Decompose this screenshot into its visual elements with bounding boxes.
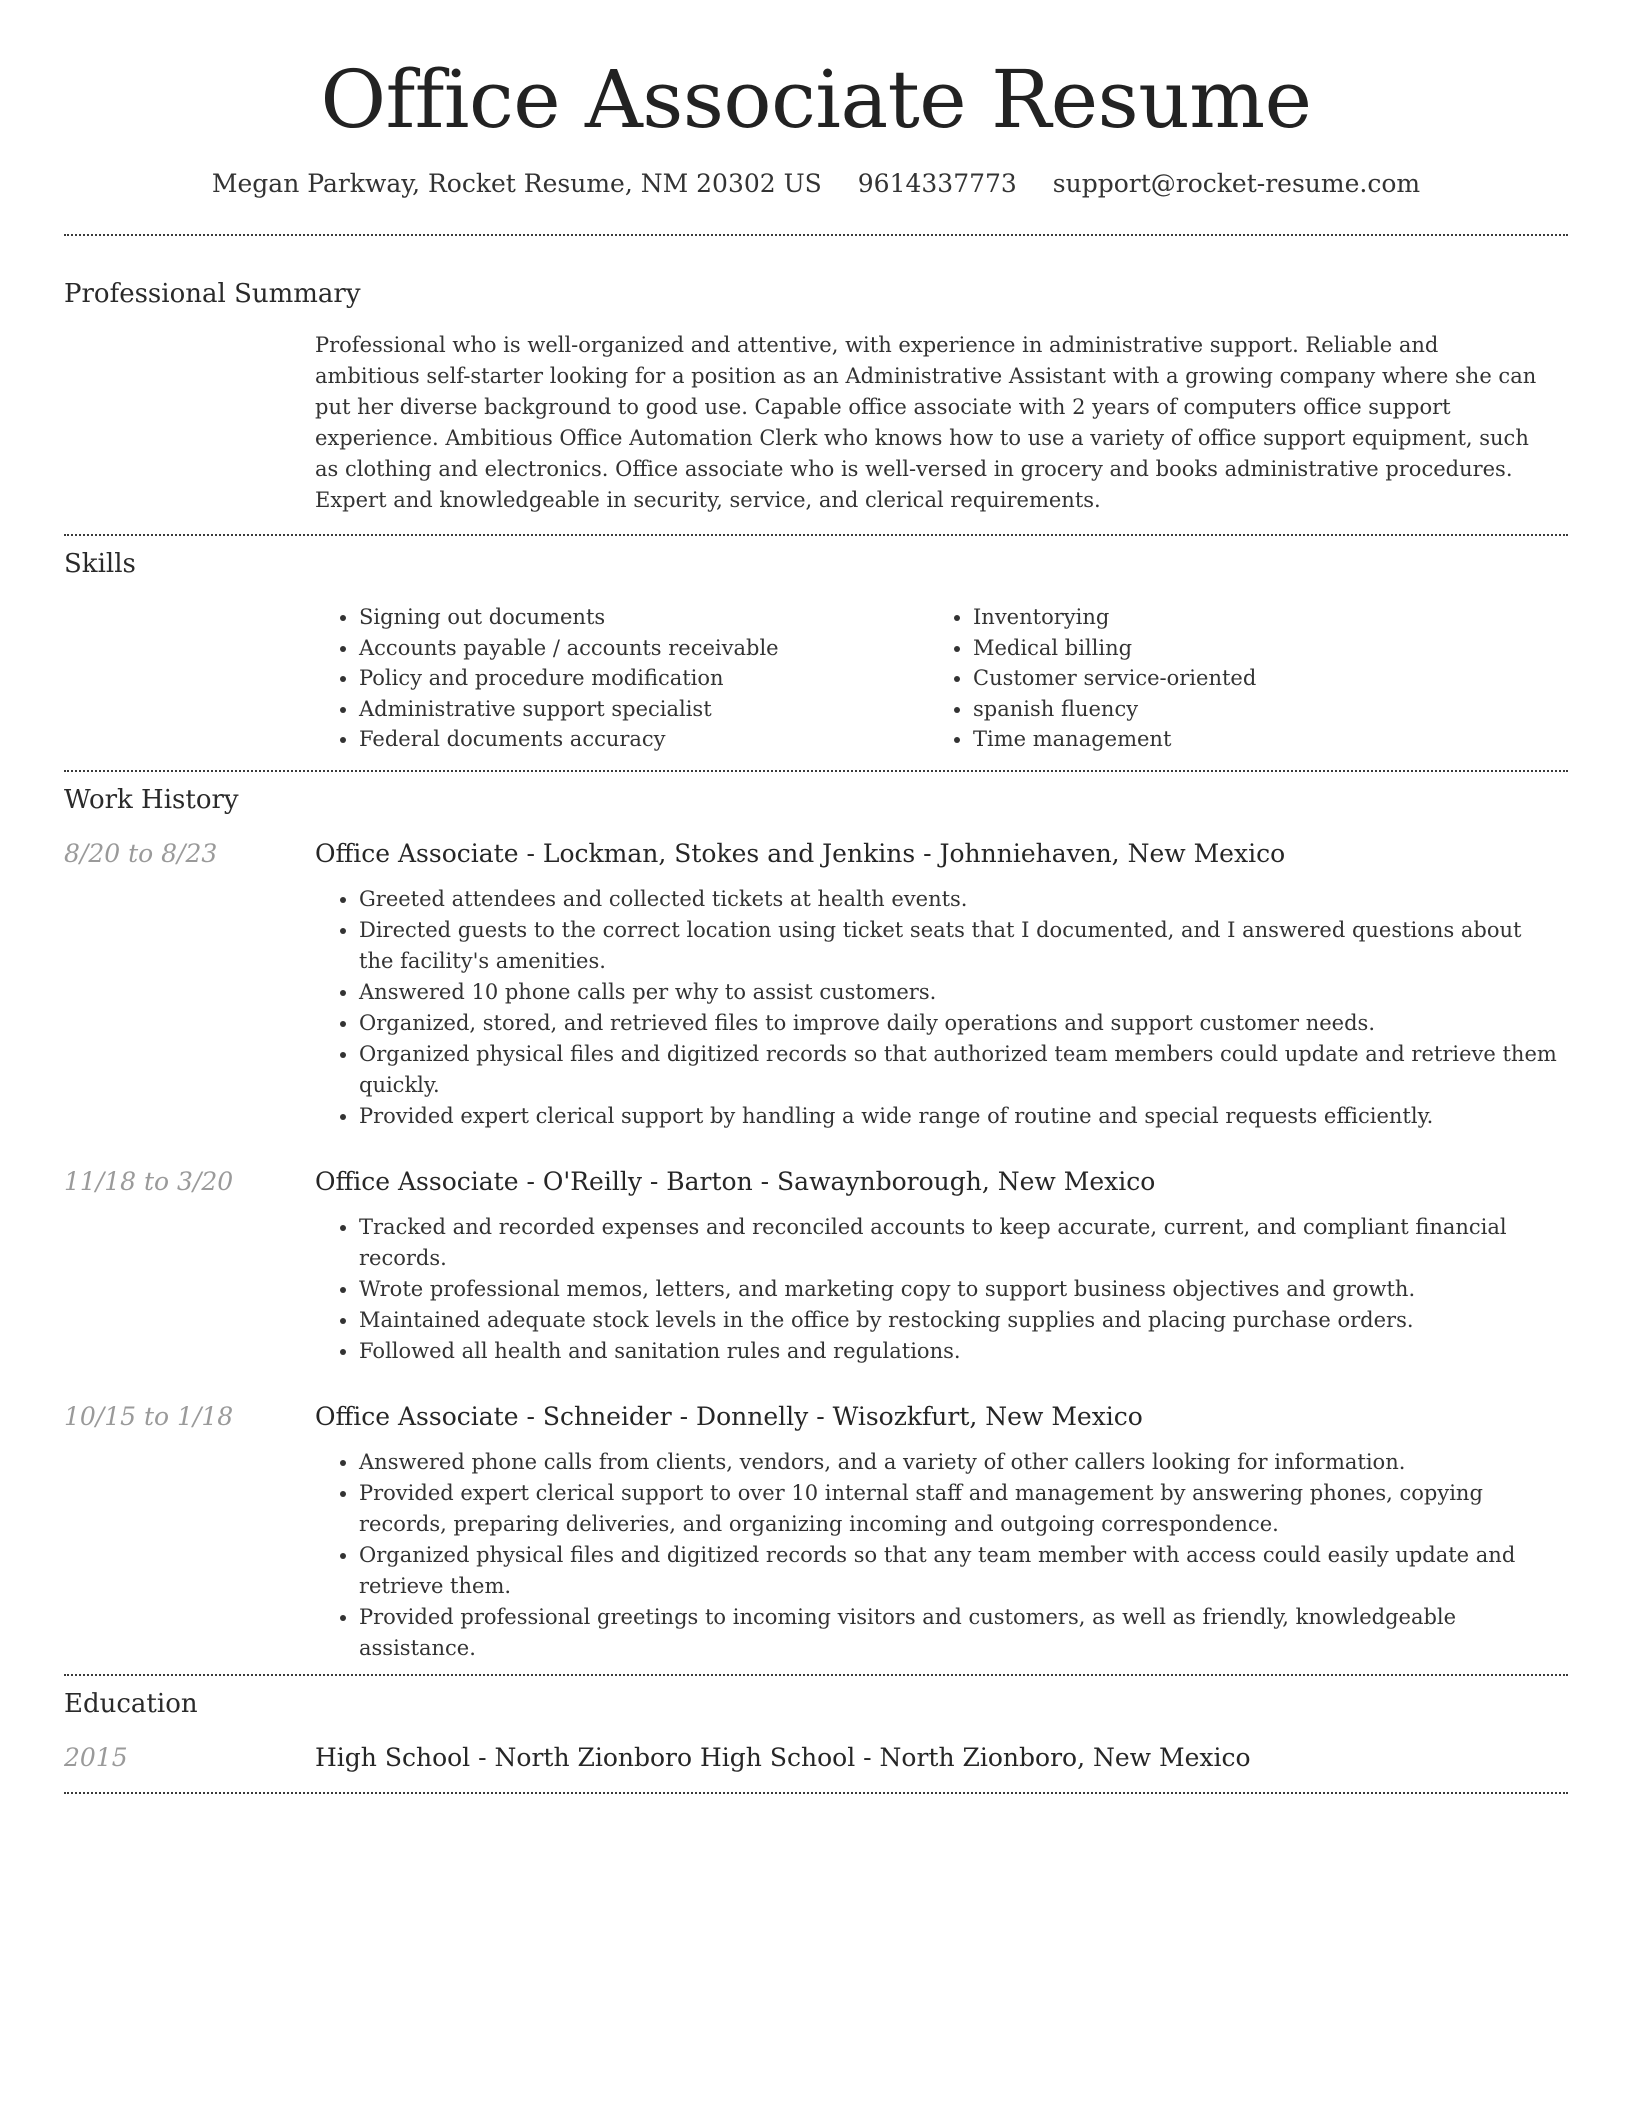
duty-item: • Provided expert clerical support by handling a wide range of routine and special requests efficiently. bbox=[359, 1101, 1559, 1132]
skill-item: • Inventorying bbox=[973, 602, 1543, 633]
contact-line bbox=[64, 168, 1568, 200]
duty-item: • Provided professional greetings to incoming visitors and customers, as well as friendly, knowledgeable assistance. bbox=[359, 1602, 1559, 1664]
duty-item: • Maintained adequate stock levels in the office by restocking supplies and placing purchase orders. bbox=[359, 1305, 1559, 1336]
section-divider bbox=[64, 534, 1568, 536]
section-divider bbox=[64, 770, 1568, 772]
duty-item: • Answered phone calls from clients, vendors, and a variety of other callers looking for information. bbox=[359, 1447, 1559, 1478]
job-title: Office Associate - O'Reilly - Barton - Sawaynborough, New Mexico bbox=[315, 1166, 1156, 1196]
duty-item: • Greeted attendees and collected tickets at health events. bbox=[359, 884, 1559, 915]
duty-item: • Followed all health and sanitation rules and regulations. bbox=[359, 1336, 1559, 1367]
skill-item: • Medical billing bbox=[973, 633, 1543, 664]
page-title: Office Associate Resume bbox=[320, 53, 1312, 146]
education-title: High School - North Zionboro High School - North Zionboro, New Mexico bbox=[315, 1742, 1251, 1772]
job-dates: 10/15 to 1/18 bbox=[64, 1401, 234, 1431]
duty-item: • Wrote professional memos, letters, and marketing copy to support business objectives and growth. bbox=[359, 1274, 1559, 1305]
job-title: Office Associate - Lockman, Stokes and Jenkins - Johnniehaven, New Mexico bbox=[315, 838, 1286, 868]
job-duties bbox=[315, 1212, 1559, 1367]
resume-page bbox=[64, 0, 1568, 1794]
section-divider bbox=[64, 1792, 1568, 1794]
education-heading: Education bbox=[64, 1688, 198, 1719]
job-entry bbox=[64, 1166, 1568, 1367]
contact-email: support@rocket-resume.com bbox=[1052, 169, 1421, 198]
skill-item: • Signing out documents bbox=[359, 602, 929, 633]
skill-item: • Federal documents accuracy bbox=[359, 724, 929, 755]
duty-item: • Provided expert clerical support to over 10 internal staff and management by answering phones, copying records, preparing deliveries, and organizing incoming and outgoing correspondence. bbox=[359, 1478, 1559, 1540]
skills-column-left bbox=[315, 602, 929, 755]
section-divider bbox=[64, 234, 1568, 236]
skill-item: • Policy and procedure modification bbox=[359, 663, 929, 694]
summary-heading: Professional Summary bbox=[64, 279, 361, 309]
skill-item: • Administrative support specialist bbox=[359, 694, 929, 725]
education-dates: 2015 bbox=[64, 1742, 128, 1772]
contact-address: Megan Parkway, Rocket Resume, NM 20302 US bbox=[211, 169, 822, 198]
skill-item: • Accounts payable / accounts receivable bbox=[359, 633, 929, 664]
work-history-heading: Work History bbox=[64, 784, 239, 815]
skills-heading: Skills bbox=[64, 549, 136, 579]
duty-item: • Answered 10 phone calls per why to assist customers. bbox=[359, 977, 1559, 1008]
skill-item: • Customer service-oriented bbox=[973, 663, 1543, 694]
summary-text: Professional who is well-organized and attentive, with experience in administrative support. Reliable and ambitious self-starter looking for a position as an Administrative Assistant with a growing company where she can put her diverse background to good use. Capable office associate with 2 years of computers office support experience. Ambitious Office Automation Clerk who knows how to use a variety of office support equipment, such as clothing and electronics. Office associate who is well-versed in grocery and books administrative procedures. Expert and knowledgeable in security, service, and clerical requirements. bbox=[315, 333, 1537, 512]
job-dates: 8/20 to 8/23 bbox=[64, 838, 218, 868]
job-title: Office Associate - Schneider - Donnelly - Wisozkfurt, New Mexico bbox=[315, 1401, 1143, 1431]
skill-item: • Time management bbox=[973, 724, 1543, 755]
job-duties bbox=[315, 1447, 1559, 1664]
job-entry bbox=[64, 838, 1568, 1132]
job-duties bbox=[315, 884, 1559, 1132]
skills-column-right bbox=[929, 602, 1543, 755]
duty-item: • Organized physical files and digitized records so that any team member with access could easily update and retrieve them. bbox=[359, 1540, 1559, 1602]
education-entry bbox=[64, 1742, 1568, 1776]
section-divider bbox=[64, 1674, 1568, 1676]
job-dates: 11/18 to 3/20 bbox=[64, 1166, 234, 1196]
duty-item: • Tracked and recorded expenses and reconciled accounts to keep accurate, current, and compliant financial records. bbox=[359, 1212, 1559, 1274]
contact-phone: 9614337773 bbox=[857, 169, 1017, 198]
skill-item: • spanish fluency bbox=[973, 694, 1543, 725]
duty-item: • Organized physical files and digitized records so that authorized team members could update and retrieve them quickly. bbox=[359, 1039, 1559, 1101]
job-entry bbox=[64, 1401, 1568, 1664]
duty-item: • Organized, stored, and retrieved files to improve daily operations and support customer needs. bbox=[359, 1008, 1559, 1039]
duty-item: • Directed guests to the correct location using ticket seats that I documented, and I answered questions about the facility's amenities. bbox=[359, 915, 1559, 977]
skills-list bbox=[315, 602, 1568, 755]
